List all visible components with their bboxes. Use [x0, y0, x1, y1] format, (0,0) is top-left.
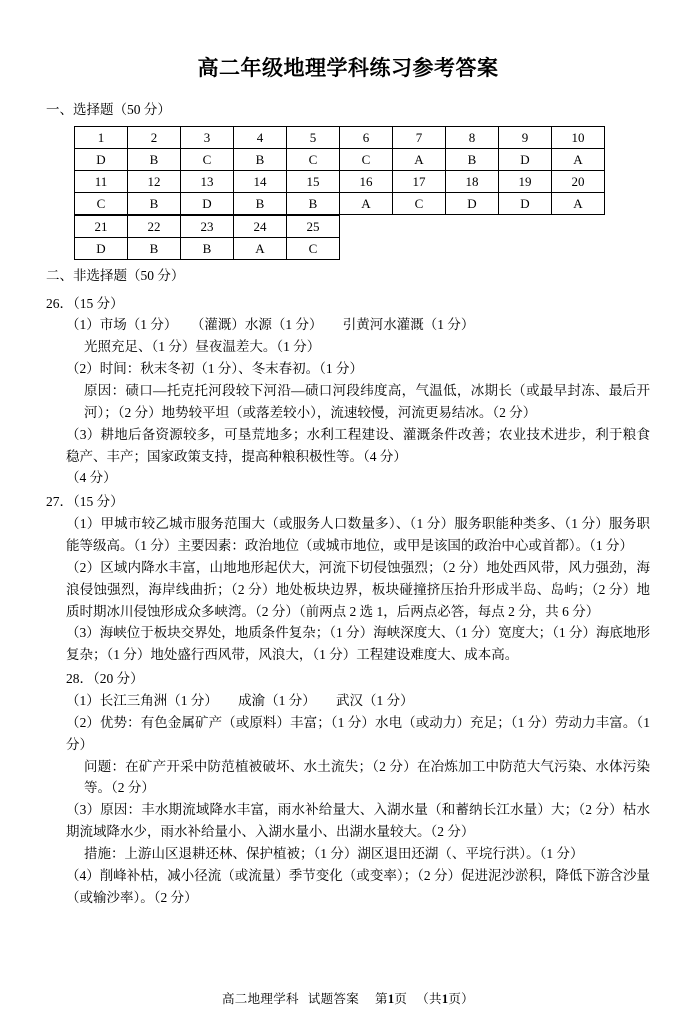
table-cell: 19 — [499, 171, 552, 193]
q28-line-4: （3）原因：丰水期流域降水丰富，雨水补给量大、入湖水量（和蓄纳长江水量）大；（2 分）枯水期流域降水少，雨水补给量小、入湖水量小、出湖水量较大。（2 分） — [66, 802, 650, 840]
table-cell: 13 — [181, 171, 234, 193]
table-cell: B — [234, 149, 287, 171]
table-cell: 8 — [446, 127, 499, 149]
table-cell: 17 — [393, 171, 446, 193]
q26-line-6: （4 分） — [66, 470, 117, 486]
footer-page-prefix: 第 — [375, 992, 388, 1006]
question-27 — [46, 491, 650, 666]
answer-table-2 — [74, 215, 340, 260]
table-cell: 2 — [128, 127, 181, 149]
table-row — [75, 171, 605, 193]
table-cell: C — [181, 149, 234, 171]
table-cell: B — [234, 193, 287, 215]
table-cell: D — [75, 238, 128, 260]
page-footer — [0, 989, 696, 1007]
footer-total-prefix: （共 — [416, 992, 442, 1006]
table-cell: B — [287, 193, 340, 215]
table-row — [75, 216, 340, 238]
q28-line-3: 问题：在矿产开采中防范植被破坏、水土流失；（2 分）在冶炼加工中防范大气污染、水体污染等。（2 分） — [84, 758, 650, 796]
table-row — [75, 238, 340, 260]
table-cell: A — [552, 193, 605, 215]
q26-line-5: （3）耕地后备资源较多，可垦荒地多；水利工程建设、灌溉条件改善；农业技术进步，利于粮食稳产、丰产；国家政策支持，提高种粮积极性等。（4 分） — [66, 426, 650, 464]
table-cell: A — [234, 238, 287, 260]
table-cell: 10 — [552, 127, 605, 149]
q27-line-2: （2）区域内降水丰富，山地地形起伏大，河流下切侵蚀强烈；（2 分）地处西风带，风力强劲，海浪侵蚀强烈，海岸线曲折；（2 分）地处板块边界，板块碰撞挤压抬升形成半岛、岛屿；（2 分）地质时期冰川侵蚀形成众多峡湾。（2 分）（前两点 2 选 1，后两点必答，每点 2 分，共 6 分） — [66, 559, 650, 619]
table-cell: 18 — [446, 171, 499, 193]
table-cell: 15 — [287, 171, 340, 193]
q28-line-5: 措施：上游山区退耕还林、保护植被；（1 分）湖区退田还湖（、平垸行洪）。（1 分） — [84, 845, 584, 861]
q28-line-2: （2）优势：有色金属矿产（或原料）丰富；（1 分）水电（或动力）充足；（1 分）劳动力丰富。（1 分） — [66, 714, 650, 752]
answer-table-container — [74, 126, 650, 260]
table-cell: C — [75, 193, 128, 215]
table-cell: 21 — [75, 216, 128, 238]
table-cell: D — [446, 193, 499, 215]
table-cell: D — [499, 149, 552, 171]
page-title: 高二年级地理学科练习参考答案 — [197, 57, 499, 80]
q26-number: 26．（15 分） — [46, 295, 124, 311]
footer-doc-type: 试题答案 — [307, 992, 360, 1006]
table-row — [75, 193, 605, 215]
q27-line-3: （3）海峡位于板块交界处，地质条件复杂；（1 分）海峡深度大、（1 分）宽度大；（1 分）海底地形复杂；（1 分）地处盛行西风带，风浪大，（1 分）工程建设难度大、成本高。 — [66, 625, 650, 663]
table-cell: 14 — [234, 171, 287, 193]
table-cell: C — [393, 193, 446, 215]
answer-table-1 — [74, 126, 605, 215]
table-cell: A — [552, 149, 605, 171]
table-cell: 1 — [75, 127, 128, 149]
table-row — [75, 149, 605, 171]
table-cell: A — [340, 193, 393, 215]
table-cell: B — [128, 149, 181, 171]
table-cell: C — [340, 149, 393, 171]
table-cell: 5 — [287, 127, 340, 149]
document-page — [0, 52, 696, 1035]
table-cell: 24 — [234, 216, 287, 238]
section-heading-choice: 一、选择题（50 分） — [46, 102, 171, 117]
table-cell: 3 — [181, 127, 234, 149]
q28-line-1: （1）长江三角洲（1 分） 成渝（1 分） 武汉（1 分） — [66, 692, 414, 708]
q27-number: 27．（15 分） — [46, 494, 124, 510]
table-cell: D — [75, 149, 128, 171]
table-cell: 23 — [181, 216, 234, 238]
table-cell: 22 — [128, 216, 181, 238]
footer-subject: 高二地理学科 — [222, 992, 299, 1006]
q28-line-6: （4）削峰补枯，减小径流（或流量）季节变化（或变率）；（2 分）促进泥沙淤积，降低下游含沙量（或输沙率）。（2 分） — [66, 867, 650, 905]
table-cell: 25 — [287, 216, 340, 238]
table-cell: A — [393, 149, 446, 171]
section-heading-essay: 二、非选择题（50 分） — [46, 268, 185, 284]
footer-total-suffix: 页） — [448, 992, 474, 1006]
q27-line-1: （1）甲城市较乙城市服务范围大（或服务人口数量多）、（1 分）服务职能种类多、（1 分）服务职能等级高。（1 分）主要因素：政治地位（或城市地位，或甲是该国的政治中心或首都）。（1 分） — [66, 516, 650, 553]
table-cell: 7 — [393, 127, 446, 149]
q26-line-3: （2）时间：秋末冬初（1 分）、冬末春初。（1 分） — [66, 361, 363, 377]
footer-page-suffix: 页 — [394, 992, 408, 1006]
q26-line-2: 光照充足、（1 分）昼夜温差大。（1 分） — [84, 339, 321, 355]
table-cell: B — [446, 149, 499, 171]
q26-line-1: （1）市场（1 分） （灌溉）水源（1 分） 引黄河水灌溉（1 分） — [66, 317, 475, 333]
table-cell: 12 — [128, 171, 181, 193]
table-cell: B — [181, 238, 234, 260]
table-cell: 16 — [340, 171, 393, 193]
footer-total-number: 1 — [441, 992, 449, 1006]
table-cell: 9 — [499, 127, 552, 149]
table-cell: C — [287, 149, 340, 171]
table-cell: C — [287, 238, 340, 260]
table-cell: B — [128, 193, 181, 215]
question-28 — [46, 668, 650, 908]
footer-page-number: 1 — [387, 992, 395, 1006]
table-cell: B — [128, 238, 181, 260]
table-cell: 4 — [234, 127, 287, 149]
table-row — [75, 127, 605, 149]
table-cell: 20 — [552, 171, 605, 193]
table-cell: D — [499, 193, 552, 215]
table-cell: 6 — [340, 127, 393, 149]
table-cell: 11 — [75, 171, 128, 193]
question-26 — [46, 293, 650, 490]
q26-line-4: 原因：碛口—托克托河段较下河沿—碛口河段纬度高，气温低，冰期长（或最早封冻、最后开河）；（2 分）地势较平坦（或落差较小），流速较慢，河流更易结冰。（2 分） — [84, 382, 650, 420]
table-cell: D — [181, 193, 234, 215]
q28-number: 28．（20 分） — [66, 671, 144, 687]
